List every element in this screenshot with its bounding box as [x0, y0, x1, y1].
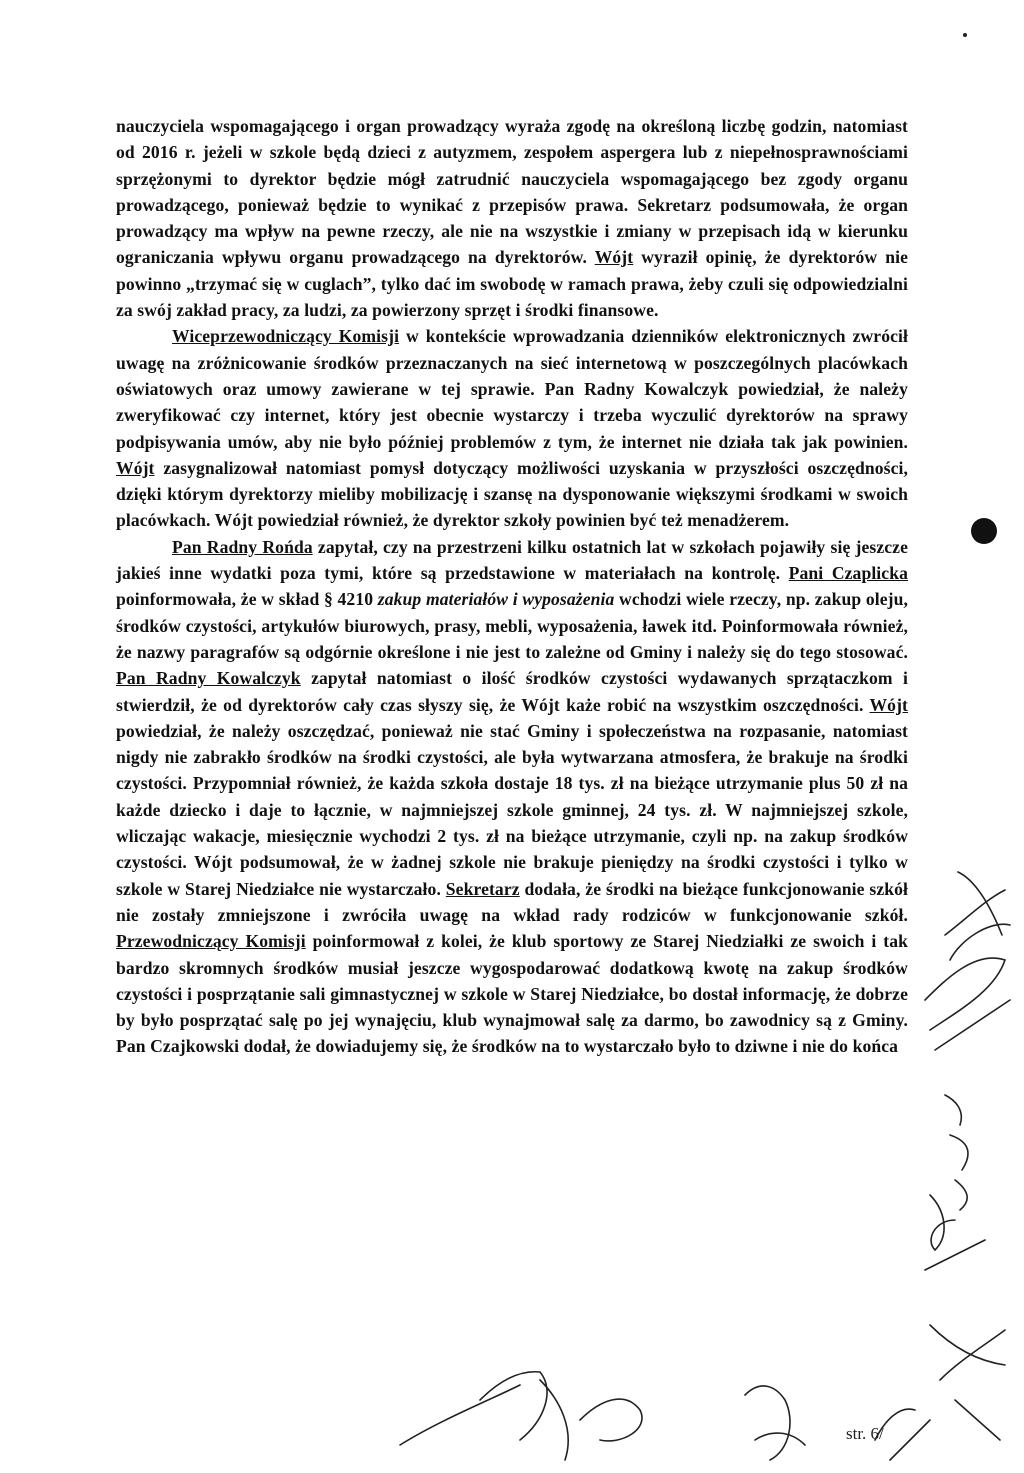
text-run: poinformował z kolei, że klub sportowy ze Starej Niedziałki ze swoich i tak bardzo skromnych środków musiał jeszcze wygospodarować dodatkową kwotę na zakup środków czystości i posprzątanie sali gimnastycznej w szkole w Starej Niedziałce, bo dostał informację, że dobrze by było posprzątać salę po jej wynajęciu, klub wynajmował salę za darmo, bo zawodnicy są z Gminy. Pan Czajkowski dodał, że dowiadujemy się, że środków na to wystarczało było to dziwne i nie do końca: [116, 931, 908, 1057]
signature-bottom-3: [745, 1386, 805, 1460]
underlined-speaker: Wójt: [869, 694, 908, 715]
paragraph: [116, 534, 908, 1060]
italic-text: zakup materiałów i wyposażenia: [377, 589, 615, 610]
underlined-speaker: Wójt: [116, 457, 155, 478]
paragraph: [116, 323, 908, 533]
page-number: str. 6/: [846, 1424, 884, 1443]
underlined-speaker: Wójt: [594, 247, 634, 268]
signature-margin-1: [945, 872, 1010, 960]
text-run: zapytał, czy na przestrzeni kilku ostatnich lat w szkołach pojawiły się jeszcze jakieś inne wydatki poza tymi, które są przedstawione w materiałach na kontrolę.: [116, 536, 908, 584]
signature-margin-4: [925, 1195, 985, 1270]
signature-margin-3: [945, 1095, 968, 1210]
underlined-speaker: Sekretarz: [445, 878, 520, 899]
underlined-speaker: Przewodniczący Komisji: [116, 931, 306, 952]
scan-speck: [963, 33, 967, 37]
signature-bottom-1: [400, 1372, 568, 1460]
punch-hole-mark: [971, 518, 997, 544]
text-run: zasygnalizował natomiast pomysł dotyczący możliwości uzyskania w przyszłości oszczędności, dzięki którym dyrektorzy mieliby mobilizację i szansę na dysponowanie większymi środkami w swoich placówkach. Wójt powiedział również, że dyrektor szkoły powinien być też menadżerem.: [116, 457, 908, 531]
underlined-speaker: Wiceprzewodniczący Komisji: [172, 326, 400, 347]
text-run: nauczyciela wspomagającego i organ prowadzący wyraża zgodę na określoną liczbę godzin, natomiast od 2016 r. jeżeli w szkole będą dzieci z autyzmem, zespołem aspergera lub z niepełnosprawnościami sprzężonymi to dyrektor będzie mógł zatrudnić nauczyciela wspomagającego bez zgody organu prowadzącego, ponieważ będzie to wynikać z przepisów prawa. Sekretarz podsumowała, że organ prowadzący ma wpływ na pewne rzeczy, ale nie na wszystkie i zmiany w przepisach idą w kierunku ograniczania wpływu organu prowadzącego na dyrektorów.: [116, 116, 908, 268]
text-run: dodała, że środki na bieżące funkcjonowanie szkół nie zostały zmniejszone i zwróciła uwagę na wkład rady rodziców w funkcjonowanie szkół.: [116, 878, 908, 925]
paragraph: [116, 113, 908, 323]
signature-bottom-2: [580, 1399, 642, 1441]
underlined-speaker: Pan Radny Rońda: [172, 536, 313, 557]
signature-margin-2: [925, 958, 1010, 1050]
body-text: [116, 113, 908, 1060]
signature-margin-5: [930, 1325, 1005, 1440]
underlined-speaker: Pani Czaplicka: [788, 563, 908, 584]
text-run: zapytał natomiast o ilość środków czystości wydawanych sprzątaczkom i stwierdził, że od dyrektorów cały czas słyszy się, że Wójt każe robić na wszystkim oszczędności.: [116, 668, 908, 715]
text-run: wyraził opinię, że dyrektorów nie powinno „trzymać się w cuglach”, tylko dać im swobodę w ramach prawa, żeby czuli się odpowiedzialni za swój zakład pracy, za ludzi, za powierzony sprzęt i środki finansowe.: [116, 247, 909, 321]
text-run: poinformowała, że w skład § 4210: [116, 589, 378, 610]
underlined-speaker: Pan Radny Kowalczyk: [116, 668, 301, 689]
text-run: powiedział, że należy oszczędzać, ponieważ nie stać Gminy i społeczeństwa na rozpasanie, natomiast nigdy nie zabrakło środków na środki czystości, ale była wytwarzana atmosfera, że brakuje na środki czystości. Przypomniał również, że każda szkoła dostaje 18 tys. zł na bieżące utrzymanie plus 50 zł na każde dziecko i daje to łącznie, w najmniejszej szkole gminnej, 24 tys. zł. W najmniejszej szkole, wliczając wakacje, miesięcznie wychodzi 2 tys. zł na bieżące utrzymanie, czyli np. na zakup środków czystości. Wójt podsumował, że w żadnej szkole nie brakuje pieniędzy na środki czystości i tylko w szkole w Starej Niedziałce nie wystarczało.: [116, 720, 908, 899]
text-run: w kontekście wprowadzania dzienników elektronicznych zwrócił uwagę na zróżnicowanie środków przeznaczanych na sieć internetową w poszczególnych placówkach oświatowych oraz umowy zawierane w tej sprawie. Pan Radny Kowalczyk powiedział, że należy zweryfikować czy internet, który jest obecnie wystarczy i trzeba wyczulić dyrektorów na sprawy podpisywania umów, aby nie było później problemów z tym, że internet nie działa tak jak powinien.: [116, 326, 909, 452]
text-run: wchodzi wiele rzeczy, np. zakup oleju, środków czystości, artykułów biurowych, prasy, mebli, wyposażenia, ławek itd. Poinformowała również, że nazwy paragrafów są odgórnie określone i nie jest to zależne od Gminy i należy się do tego stosować.: [116, 589, 909, 662]
